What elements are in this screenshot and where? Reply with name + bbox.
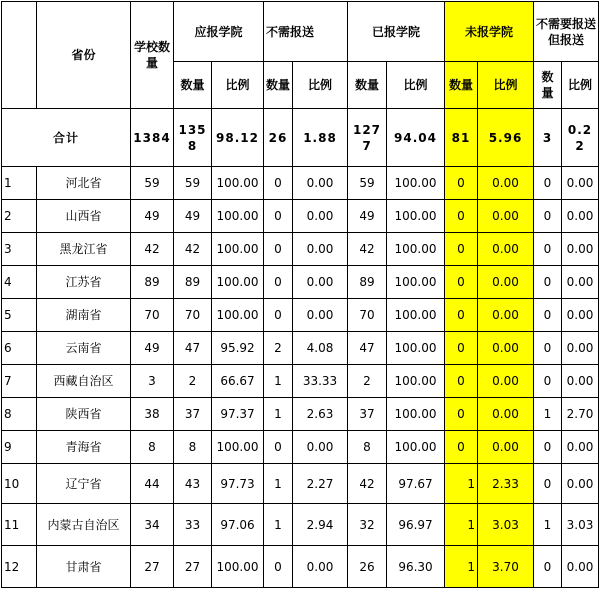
row-nnr-count: 0 bbox=[534, 332, 562, 365]
row-noneed-ratio: 4.08 bbox=[293, 332, 348, 365]
row-schools: 34 bbox=[131, 504, 174, 546]
total-nnr-count: 3 bbox=[534, 109, 562, 167]
header-row-1 bbox=[2, 2, 599, 62]
row-noneed-ratio: 33.33 bbox=[293, 365, 348, 398]
province-header: 省份 bbox=[37, 2, 131, 109]
row-nnr-ratio: 0.00 bbox=[562, 266, 599, 299]
row-reported-count: 59 bbox=[348, 167, 387, 200]
row-notrep-count: 0 bbox=[445, 233, 478, 266]
row-nnr-count: 0 bbox=[534, 233, 562, 266]
row-should-count: 43 bbox=[174, 464, 212, 504]
row-reported-count: 8 bbox=[348, 431, 387, 464]
total-notrep-count: 81 bbox=[445, 109, 478, 167]
row-province: 江苏省 bbox=[37, 266, 131, 299]
row-noneed-count: 1 bbox=[264, 504, 293, 546]
table-row bbox=[2, 365, 599, 398]
row-noneed-count: 1 bbox=[264, 365, 293, 398]
row-should-ratio: 100.00 bbox=[212, 266, 264, 299]
row-schools: 89 bbox=[131, 266, 174, 299]
row-noneed-ratio: 2.94 bbox=[293, 504, 348, 546]
row-province: 辽宁省 bbox=[37, 464, 131, 504]
row-should-count: 2 bbox=[174, 365, 212, 398]
row-nnr-count: 0 bbox=[534, 365, 562, 398]
row-noneed-ratio: 0.00 bbox=[293, 431, 348, 464]
row-index: 2 bbox=[2, 200, 37, 233]
row-reported-count: 2 bbox=[348, 365, 387, 398]
row-noneed-count: 0 bbox=[264, 299, 293, 332]
row-schools: 59 bbox=[131, 167, 174, 200]
row-should-count: 49 bbox=[174, 200, 212, 233]
row-should-ratio: 66.67 bbox=[212, 365, 264, 398]
total-noneed-ratio: 1.88 bbox=[293, 109, 348, 167]
row-should-count: 8 bbox=[174, 431, 212, 464]
row-should-ratio: 97.06 bbox=[212, 504, 264, 546]
row-noneed-count: 0 bbox=[264, 266, 293, 299]
row-nnr-ratio: 0.00 bbox=[562, 167, 599, 200]
row-noneed-count: 0 bbox=[264, 167, 293, 200]
row-should-ratio: 100.00 bbox=[212, 167, 264, 200]
table-row bbox=[2, 200, 599, 233]
row-province: 甘肃省 bbox=[37, 546, 131, 588]
should-ratio-header: 比例 bbox=[212, 62, 264, 109]
should-report-header: 应报学院 bbox=[174, 2, 264, 62]
row-should-count: 27 bbox=[174, 546, 212, 588]
row-nnr-ratio: 0.00 bbox=[562, 233, 599, 266]
row-notrep-ratio: 0.00 bbox=[478, 365, 534, 398]
row-nnr-count: 1 bbox=[534, 504, 562, 546]
row-should-ratio: 100.00 bbox=[212, 233, 264, 266]
row-notrep-count: 1 bbox=[445, 546, 478, 588]
row-notrep-ratio: 3.03 bbox=[478, 504, 534, 546]
row-should-count: 89 bbox=[174, 266, 212, 299]
row-notrep-ratio: 3.70 bbox=[478, 546, 534, 588]
table-row bbox=[2, 266, 599, 299]
total-row bbox=[2, 109, 599, 167]
row-noneed-ratio: 0.00 bbox=[293, 200, 348, 233]
row-should-ratio: 97.73 bbox=[212, 464, 264, 504]
row-nnr-ratio: 0.00 bbox=[562, 332, 599, 365]
row-schools: 38 bbox=[131, 398, 174, 431]
row-noneed-count: 0 bbox=[264, 546, 293, 588]
row-nnr-count: 0 bbox=[534, 464, 562, 504]
table-row bbox=[2, 167, 599, 200]
row-noneed-ratio: 2.63 bbox=[293, 398, 348, 431]
no-need-report-header: 不需报送 bbox=[264, 2, 348, 62]
total-should-ratio: 98.12 bbox=[212, 109, 264, 167]
row-notrep-count: 0 bbox=[445, 299, 478, 332]
row-nnr-count: 0 bbox=[534, 200, 562, 233]
row-reported-count: 37 bbox=[348, 398, 387, 431]
row-notrep-ratio: 0.00 bbox=[478, 332, 534, 365]
should-count-header: 数量 bbox=[174, 62, 212, 109]
noneed-ratio-header: 比例 bbox=[293, 62, 348, 109]
row-nnr-count: 1 bbox=[534, 398, 562, 431]
row-reported-ratio: 100.00 bbox=[387, 200, 445, 233]
row-reported-count: 32 bbox=[348, 504, 387, 546]
row-notrep-count: 0 bbox=[445, 332, 478, 365]
row-reported-count: 89 bbox=[348, 266, 387, 299]
row-noneed-ratio: 0.00 bbox=[293, 299, 348, 332]
reported-header: 已报学院 bbox=[348, 2, 445, 62]
row-should-count: 42 bbox=[174, 233, 212, 266]
row-nnr-ratio: 3.03 bbox=[562, 504, 599, 546]
row-notrep-ratio: 0.00 bbox=[478, 233, 534, 266]
row-province: 湖南省 bbox=[37, 299, 131, 332]
notrep-count-header: 数量 bbox=[445, 62, 478, 109]
table-row bbox=[2, 398, 599, 431]
row-nnr-count: 0 bbox=[534, 546, 562, 588]
total-should-count: 1358 bbox=[174, 109, 212, 167]
reported-ratio-header: 比例 bbox=[387, 62, 445, 109]
row-province: 青海省 bbox=[37, 431, 131, 464]
table-body bbox=[2, 2, 599, 588]
row-index: 4 bbox=[2, 266, 37, 299]
row-reported-count: 42 bbox=[348, 233, 387, 266]
row-reported-ratio: 96.97 bbox=[387, 504, 445, 546]
notrep-ratio-header: 比例 bbox=[478, 62, 534, 109]
row-should-ratio: 100.00 bbox=[212, 431, 264, 464]
row-schools: 49 bbox=[131, 200, 174, 233]
row-should-count: 33 bbox=[174, 504, 212, 546]
total-nnr-ratio: 0.22 bbox=[562, 109, 599, 167]
row-reported-ratio: 100.00 bbox=[387, 299, 445, 332]
row-reported-ratio: 100.00 bbox=[387, 332, 445, 365]
row-noneed-count: 1 bbox=[264, 464, 293, 504]
row-noneed-count: 1 bbox=[264, 398, 293, 431]
row-index: 12 bbox=[2, 546, 37, 588]
row-index: 3 bbox=[2, 233, 37, 266]
row-nnr-ratio: 0.00 bbox=[562, 546, 599, 588]
row-should-count: 70 bbox=[174, 299, 212, 332]
row-notrep-count: 0 bbox=[445, 398, 478, 431]
row-noneed-ratio: 0.00 bbox=[293, 167, 348, 200]
row-index: 1 bbox=[2, 167, 37, 200]
row-notrep-count: 0 bbox=[445, 200, 478, 233]
no-need-but-reported-header: 不需要报送但报送 bbox=[534, 2, 599, 62]
row-notrep-ratio: 0.00 bbox=[478, 266, 534, 299]
statistics-table bbox=[1, 1, 599, 588]
row-province: 山西省 bbox=[37, 200, 131, 233]
row-province: 内蒙古自治区 bbox=[37, 504, 131, 546]
table-row bbox=[2, 299, 599, 332]
table-row bbox=[2, 332, 599, 365]
row-province: 西藏自治区 bbox=[37, 365, 131, 398]
row-reported-ratio: 100.00 bbox=[387, 266, 445, 299]
not-reported-header: 未报学院 bbox=[445, 2, 534, 62]
row-noneed-count: 0 bbox=[264, 233, 293, 266]
row-index: 6 bbox=[2, 332, 37, 365]
row-should-ratio: 100.00 bbox=[212, 299, 264, 332]
nnr-ratio-header: 比例 bbox=[562, 62, 599, 109]
row-index: 9 bbox=[2, 431, 37, 464]
row-notrep-ratio: 0.00 bbox=[478, 398, 534, 431]
row-reported-ratio: 100.00 bbox=[387, 233, 445, 266]
total-notrep-ratio: 5.96 bbox=[478, 109, 534, 167]
total-noneed-count: 26 bbox=[264, 109, 293, 167]
row-notrep-ratio: 0.00 bbox=[478, 200, 534, 233]
row-should-count: 37 bbox=[174, 398, 212, 431]
row-index: 8 bbox=[2, 398, 37, 431]
row-notrep-count: 0 bbox=[445, 431, 478, 464]
row-schools: 3 bbox=[131, 365, 174, 398]
table-row bbox=[2, 233, 599, 266]
row-reported-ratio: 96.30 bbox=[387, 546, 445, 588]
row-nnr-count: 0 bbox=[534, 431, 562, 464]
row-province: 陕西省 bbox=[37, 398, 131, 431]
row-nnr-ratio: 2.70 bbox=[562, 398, 599, 431]
row-schools: 8 bbox=[131, 431, 174, 464]
row-nnr-count: 0 bbox=[534, 299, 562, 332]
row-reported-count: 49 bbox=[348, 200, 387, 233]
row-schools: 42 bbox=[131, 233, 174, 266]
row-should-ratio: 95.92 bbox=[212, 332, 264, 365]
row-noneed-ratio: 2.27 bbox=[293, 464, 348, 504]
table-row bbox=[2, 431, 599, 464]
row-nnr-ratio: 0.00 bbox=[562, 365, 599, 398]
row-notrep-count: 0 bbox=[445, 266, 478, 299]
table-row bbox=[2, 504, 599, 546]
row-reported-ratio: 100.00 bbox=[387, 365, 445, 398]
table-row bbox=[2, 546, 599, 588]
row-noneed-ratio: 0.00 bbox=[293, 233, 348, 266]
reported-count-header: 数量 bbox=[348, 62, 387, 109]
row-noneed-count: 0 bbox=[264, 200, 293, 233]
total-label: 合计 bbox=[2, 109, 131, 167]
row-province: 黑龙江省 bbox=[37, 233, 131, 266]
row-noneed-count: 0 bbox=[264, 431, 293, 464]
row-index: 5 bbox=[2, 299, 37, 332]
row-index: 11 bbox=[2, 504, 37, 546]
row-reported-ratio: 100.00 bbox=[387, 431, 445, 464]
row-notrep-ratio: 0.00 bbox=[478, 167, 534, 200]
nnr-count-header: 数量 bbox=[534, 62, 562, 109]
row-noneed-ratio: 0.00 bbox=[293, 546, 348, 588]
row-notrep-ratio: 2.33 bbox=[478, 464, 534, 504]
total-reported-count: 1277 bbox=[348, 109, 387, 167]
row-notrep-count: 0 bbox=[445, 365, 478, 398]
row-reported-count: 42 bbox=[348, 464, 387, 504]
row-noneed-count: 2 bbox=[264, 332, 293, 365]
school-count-header: 学校数量 bbox=[131, 2, 174, 109]
row-index: 10 bbox=[2, 464, 37, 504]
row-reported-ratio: 100.00 bbox=[387, 398, 445, 431]
row-noneed-ratio: 0.00 bbox=[293, 266, 348, 299]
row-nnr-ratio: 0.00 bbox=[562, 200, 599, 233]
row-should-ratio: 100.00 bbox=[212, 200, 264, 233]
row-reported-count: 47 bbox=[348, 332, 387, 365]
row-should-count: 47 bbox=[174, 332, 212, 365]
row-index: 7 bbox=[2, 365, 37, 398]
index-header bbox=[2, 2, 37, 109]
row-reported-count: 70 bbox=[348, 299, 387, 332]
row-notrep-ratio: 0.00 bbox=[478, 431, 534, 464]
total-schools: 1384 bbox=[131, 109, 174, 167]
row-nnr-ratio: 0.00 bbox=[562, 464, 599, 504]
row-schools: 27 bbox=[131, 546, 174, 588]
row-nnr-count: 0 bbox=[534, 266, 562, 299]
row-schools: 70 bbox=[131, 299, 174, 332]
row-reported-count: 26 bbox=[348, 546, 387, 588]
total-reported-ratio: 94.04 bbox=[387, 109, 445, 167]
row-should-count: 59 bbox=[174, 167, 212, 200]
row-should-ratio: 97.37 bbox=[212, 398, 264, 431]
row-nnr-ratio: 0.00 bbox=[562, 431, 599, 464]
row-notrep-count: 0 bbox=[445, 167, 478, 200]
row-schools: 49 bbox=[131, 332, 174, 365]
table-row bbox=[2, 464, 599, 504]
row-notrep-ratio: 0.00 bbox=[478, 299, 534, 332]
row-should-ratio: 100.00 bbox=[212, 546, 264, 588]
row-province: 河北省 bbox=[37, 167, 131, 200]
row-reported-ratio: 97.67 bbox=[387, 464, 445, 504]
row-notrep-count: 1 bbox=[445, 504, 478, 546]
row-reported-ratio: 100.00 bbox=[387, 167, 445, 200]
row-nnr-ratio: 0.00 bbox=[562, 299, 599, 332]
row-province: 云南省 bbox=[37, 332, 131, 365]
row-nnr-count: 0 bbox=[534, 167, 562, 200]
row-notrep-count: 1 bbox=[445, 464, 478, 504]
row-schools: 44 bbox=[131, 464, 174, 504]
noneed-count-header: 数量 bbox=[264, 62, 293, 109]
